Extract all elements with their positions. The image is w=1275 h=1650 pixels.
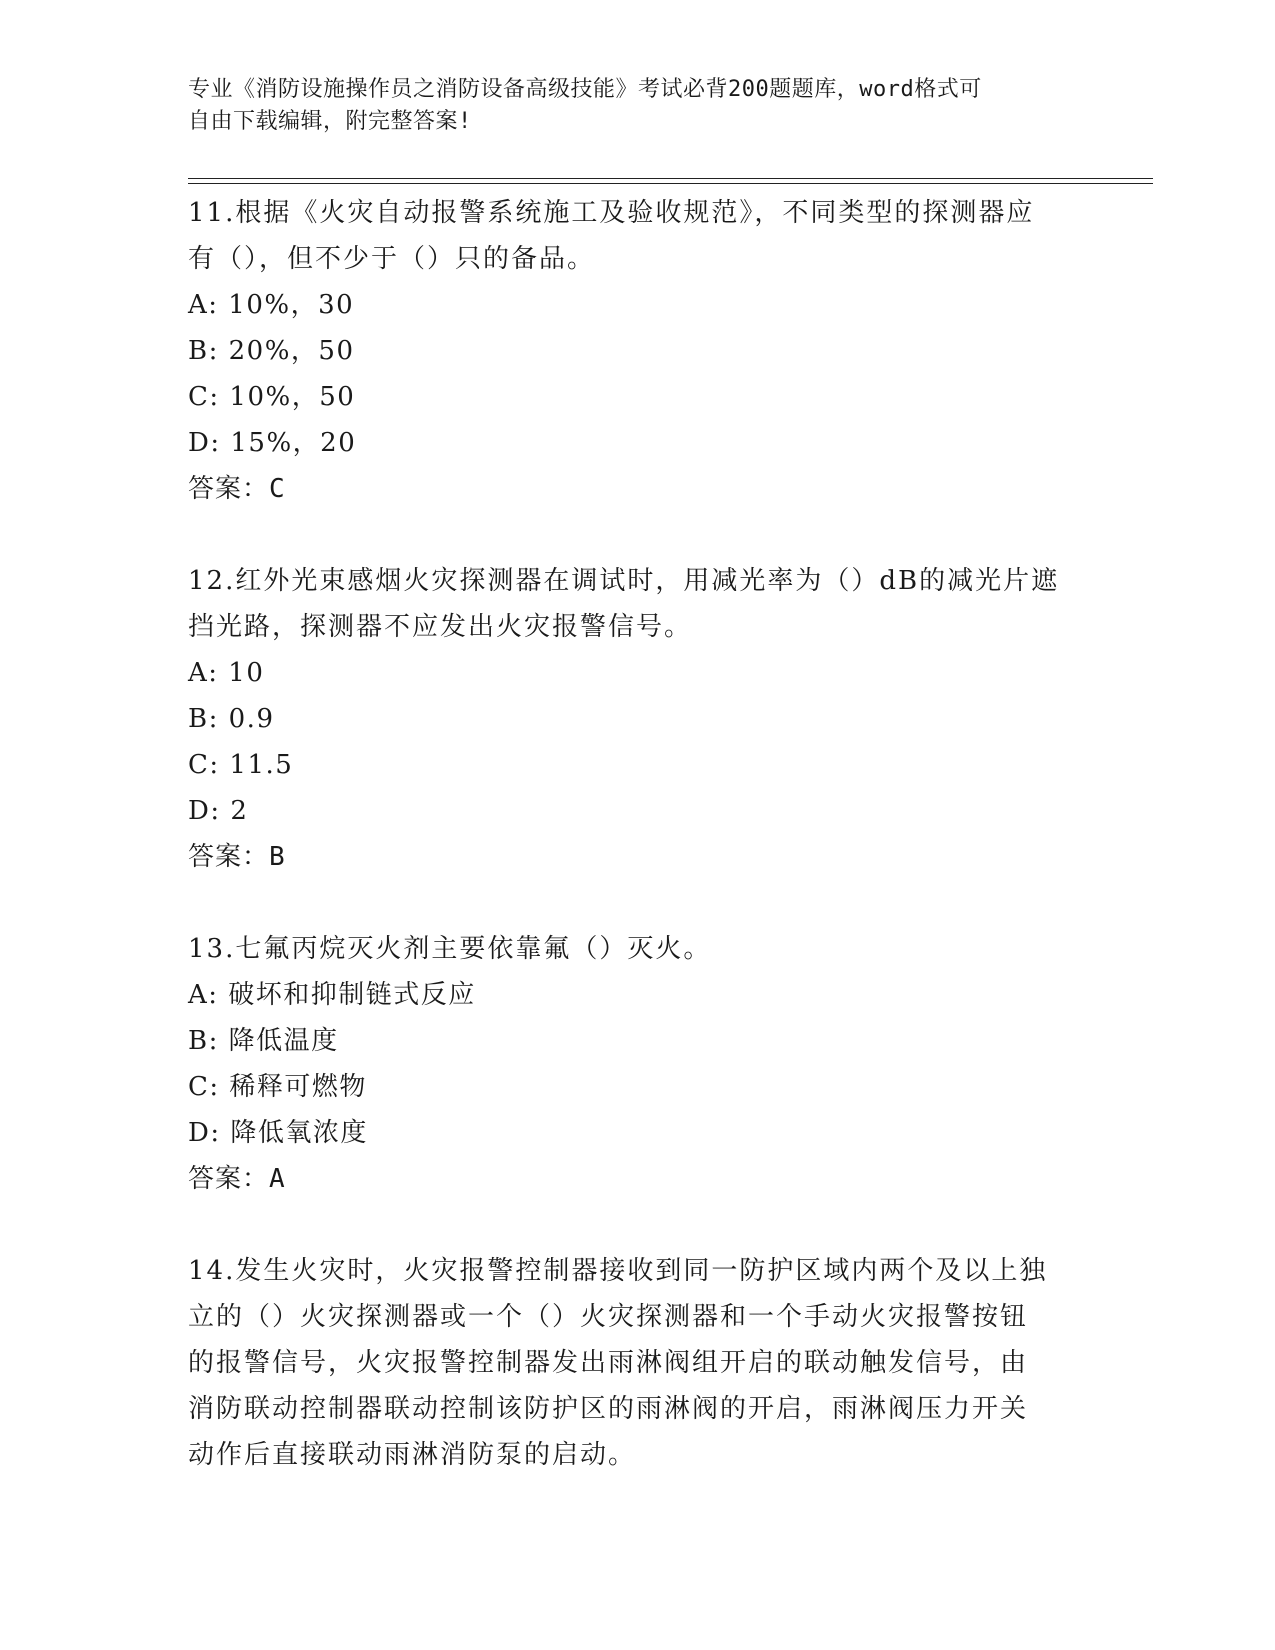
option-b: B: 20%，50	[188, 336, 355, 366]
answer: 答案：C	[188, 474, 286, 504]
option-a: A: 破坏和抑制链式反应	[188, 980, 476, 1010]
question-text-line: 立的（）火灾探测器或一个（）火灾探测器和一个手动火灾报警按钮	[188, 1302, 1029, 1332]
question-text-line: 消防联动控制器联动控制该防护区的雨淋阀的开启，雨淋阀压力开关	[188, 1394, 1029, 1424]
header-line-2: 自由下载编辑，附完整答案!	[188, 109, 472, 134]
option-c: C: 稀释可燃物	[188, 1072, 367, 1102]
option-d: D: 降低氧浓度	[188, 1118, 368, 1148]
answer: 答案：A	[188, 1164, 286, 1194]
option-c: C: 10%，50	[188, 382, 356, 412]
header-rule-top	[188, 178, 1153, 179]
option-d: D: 2	[188, 796, 249, 826]
question-text-line: 14.发生火灾时，火灾报警控制器接收到同一防护区域内两个及以上独	[188, 1256, 1048, 1286]
question-list	[188, 190, 1088, 1478]
header-line-1: 专业《消防设施操作员之消防设备高级技能》考试必背200题题库，word格式可	[188, 77, 982, 102]
question-text-line: 的报警信号，火灾报警控制器发出雨淋阀组开启的联动触发信号，由	[188, 1348, 1029, 1378]
answer: 答案：B	[188, 842, 286, 872]
question-11	[188, 190, 1088, 512]
option-b: B: 降低温度	[188, 1026, 339, 1056]
option-c: C: 11.5	[188, 750, 294, 780]
option-a: A: 10%，30	[188, 290, 355, 320]
question-spacer	[188, 1202, 1088, 1248]
document-header	[188, 74, 1068, 138]
header-rule-bottom	[188, 183, 1153, 184]
question-text-line: 11.根据《火灾自动报警系统施工及验收规范》，不同类型的探测器应	[188, 198, 1035, 228]
question-12	[188, 558, 1088, 880]
option-d: D: 15%，20	[188, 428, 357, 458]
question-text-line: 动作后直接联动雨淋消防泵的启动。	[188, 1440, 637, 1470]
option-b: B: 0.9	[188, 704, 275, 734]
question-13	[188, 926, 1088, 1202]
question-text-line: 12.红外光束感烟火灾探测器在调试时，用减光率为（）dB的减光片遮	[188, 566, 1060, 596]
question-spacer	[188, 880, 1088, 926]
option-a: A: 10	[188, 658, 265, 688]
question-spacer	[188, 512, 1088, 558]
question-text-line: 挡光路，探测器不应发出火灾报警信号。	[188, 612, 693, 642]
question-text-line: 有（），但不少于（）只的备品。	[188, 244, 596, 274]
question-14	[188, 1248, 1088, 1478]
question-text-line: 13.七氟丙烷灭火剂主要依靠氟（）灭火。	[188, 934, 712, 964]
